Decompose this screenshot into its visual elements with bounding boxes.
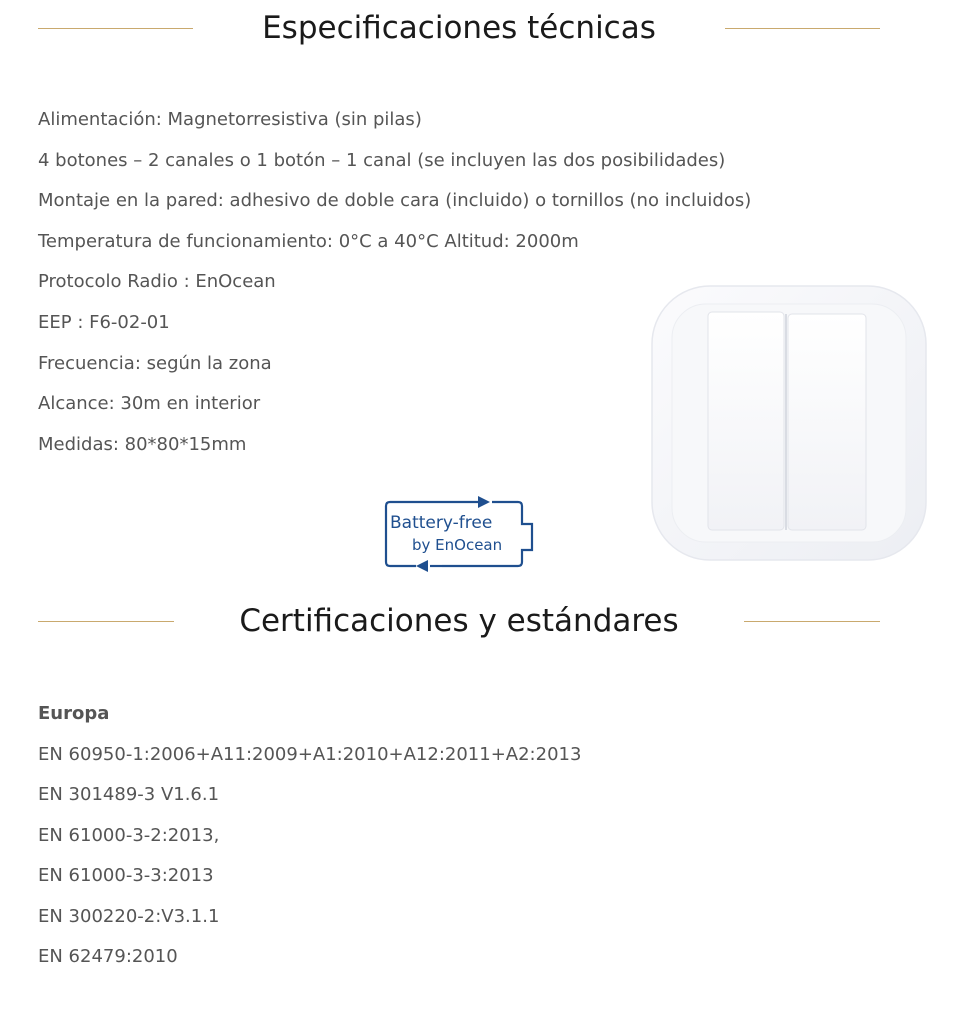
- heading-rule-left: [38, 621, 174, 622]
- cert-item: EN 300220-2:V3.1.1: [38, 905, 220, 927]
- heading-rule-right: [725, 28, 880, 29]
- spec-item: Montaje en la pared: adhesivo de doble cara (incluido) o tornillos (no incluidos): [38, 190, 752, 212]
- cert-list: [38, 700, 838, 984]
- cert-item: EN 62479:2010: [38, 946, 178, 967]
- specs-heading: [38, 10, 880, 46]
- spec-item: Alcance: 30m en interior: [38, 393, 261, 415]
- badge-line1: Battery-free: [390, 513, 493, 533]
- spec-item: Temperatura de funcionamiento: 0°C a 40°C Altitud: 2000m: [38, 230, 579, 252]
- spec-item: Medidas: 80*80*15mm: [38, 433, 247, 455]
- cert-item: EN 61000-3-3:2013: [38, 865, 214, 886]
- spec-item: Alimentación: Magnetorresistiva (sin pilas): [38, 109, 422, 130]
- cert-item: EN 61000-3-2:2013,: [38, 824, 220, 846]
- battery-free-logo: [382, 494, 538, 572]
- specs-title: Especificaciones técnicas: [262, 10, 656, 46]
- spec-item: Protocolo Radio : EnOcean: [38, 271, 276, 293]
- heading-rule-right: [744, 621, 880, 622]
- battery-free-badge: [382, 494, 538, 572]
- heading-rule-left: [38, 28, 193, 29]
- spec-item: EEP : F6-02-01: [38, 311, 170, 333]
- certs-heading: [38, 603, 880, 639]
- badge-line2: by EnOcean: [412, 536, 503, 554]
- certs-title: Certificaciones y estándares: [239, 603, 679, 639]
- cert-region: Europa: [38, 703, 110, 724]
- cert-item: EN 301489-3 V1.6.1: [38, 784, 220, 805]
- spec-item: Frecuencia: según la zona: [38, 352, 272, 374]
- spec-item: 4 botones – 2 canales o 1 botón – 1 canal (se incluyen las dos posibilidades): [38, 149, 726, 171]
- wall-switch-image: [648, 282, 930, 564]
- cert-item: EN 60950-1:2006+A11:2009+A1:2010+A12:2011+A2:2013: [38, 743, 582, 765]
